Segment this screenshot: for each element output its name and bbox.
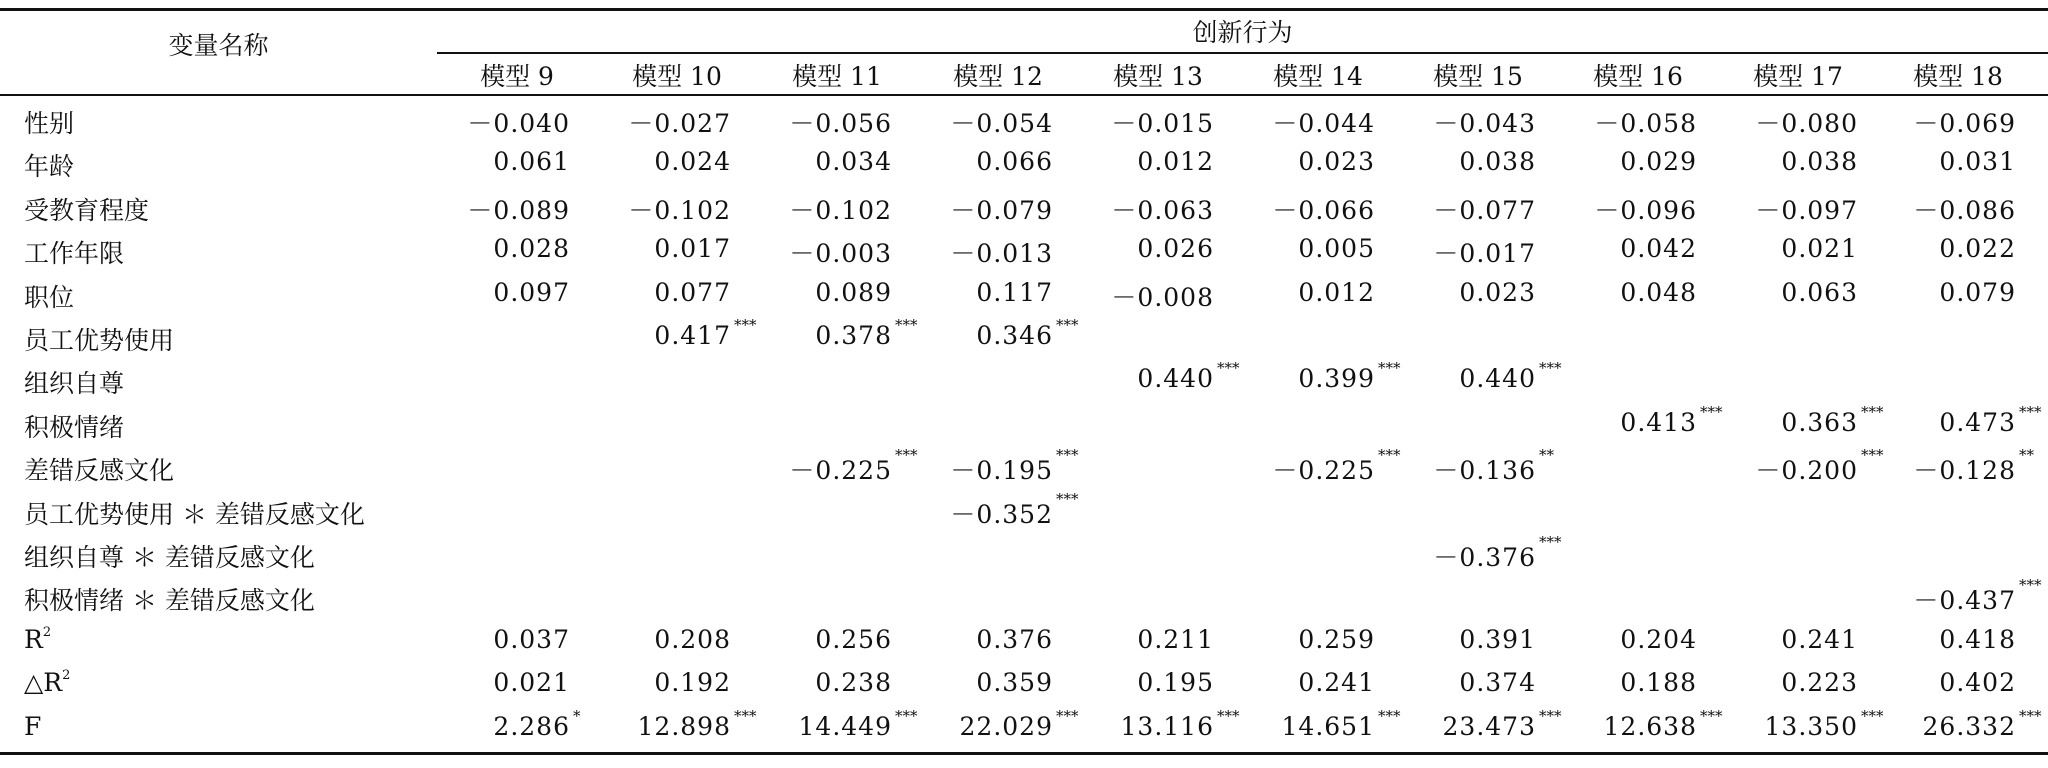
- cell-value: －0.352: [950, 499, 1053, 529]
- table-row: [0, 315, 2048, 358]
- cell-value: 0.089: [815, 277, 892, 307]
- cell-value: －0.225: [789, 456, 892, 486]
- cell-value: 0.034: [815, 147, 892, 177]
- table-row: [0, 185, 2048, 228]
- row-label: [24, 538, 315, 574]
- model-header: 模型 14: [1273, 62, 1363, 91]
- cell-value: 0.048: [1620, 277, 1697, 307]
- group-header-rule: [437, 52, 2048, 54]
- table-row: [0, 532, 2048, 575]
- cell-value: －0.225: [1272, 456, 1375, 486]
- row-label: [24, 364, 124, 400]
- model-header: 模型 16: [1593, 62, 1683, 91]
- cell-value: 12.898: [637, 711, 731, 741]
- table-cell: [1864, 706, 2042, 741]
- cell-value: －0.054: [950, 109, 1053, 138]
- significance-stars: ***: [1378, 446, 1401, 465]
- row-label: [24, 408, 124, 444]
- cell-value: －0.056: [789, 109, 892, 138]
- table-cell: [579, 104, 731, 140]
- cell-value: 0.066: [976, 147, 1053, 177]
- row-label: [24, 147, 74, 183]
- cell-value: －0.044: [1272, 109, 1375, 138]
- cell-value: －0.097: [1755, 195, 1858, 225]
- cell-value: 0.042: [1620, 234, 1697, 264]
- row-label-text: 积极情绪: [24, 412, 125, 442]
- cell-value: 0.473: [1939, 407, 2016, 437]
- cell-value: 0.021: [493, 668, 570, 698]
- table-cell: [1706, 625, 1858, 654]
- significance-stars: ***: [2019, 402, 2042, 421]
- table-cell: [579, 278, 731, 307]
- cell-value: 0.022: [1939, 234, 2016, 264]
- cell-value: 0.024: [654, 147, 731, 177]
- cell-value: －0.043: [1433, 109, 1536, 138]
- table-cell: [1706, 668, 1858, 697]
- cell-value: 0.097: [493, 277, 570, 307]
- row-label-text: 差错反感文化: [24, 456, 175, 486]
- table-cell: [1545, 191, 1697, 227]
- cell-value: 0.005: [1298, 234, 1375, 264]
- significance-stars: ***: [1056, 316, 1079, 334]
- table-cell: [1062, 234, 1214, 263]
- cell-value: 0.440: [1137, 364, 1214, 394]
- significance-stars: ***: [1539, 359, 1562, 378]
- cell-value: 0.208: [654, 624, 731, 654]
- cell-value: 0.359: [976, 668, 1053, 698]
- cell-value: 0.223: [1781, 668, 1858, 698]
- cell-value: 0.440: [1459, 364, 1536, 394]
- table-cell: [1706, 402, 1884, 437]
- cell-value: 13.116: [1120, 711, 1214, 741]
- variable-name-header: 变量名称: [168, 31, 269, 60]
- table-cell: [1706, 278, 1858, 307]
- cell-value: 0.402: [1939, 668, 2016, 698]
- significance-stars: ***: [1056, 706, 1079, 725]
- significance-stars: ***: [1378, 706, 1401, 725]
- cell-value: 14.449: [798, 711, 892, 741]
- table-cell: [1384, 278, 1536, 307]
- cell-value: 0.038: [1781, 147, 1858, 177]
- cell-value: －0.102: [628, 195, 731, 225]
- table-cell: [1706, 191, 1858, 227]
- cell-value: －0.003: [789, 239, 892, 269]
- table-cell: [740, 234, 892, 270]
- table-cell: [1864, 446, 2034, 487]
- row-label: [24, 451, 174, 487]
- row-label: [24, 712, 41, 741]
- cell-value: 13.350: [1764, 711, 1858, 741]
- significance-stars: **: [1539, 446, 1554, 465]
- table-cell: [740, 446, 918, 487]
- table-cell: [1223, 668, 1375, 697]
- model-header: 模型 17: [1753, 62, 1843, 91]
- table-cell: [901, 316, 1079, 350]
- table-cell: [901, 234, 1053, 270]
- cell-value: 0.061: [493, 147, 570, 177]
- cell-value: －0.128: [1913, 456, 2016, 486]
- table-cell: [1864, 278, 2016, 307]
- table-cell: [1706, 147, 1858, 176]
- cell-value: 0.241: [1298, 668, 1375, 698]
- table-cell: [1864, 668, 2016, 697]
- table-cell: [901, 625, 1053, 654]
- cell-value: 0.417: [654, 321, 731, 350]
- table-cell: [901, 489, 1079, 531]
- cell-value: 0.391: [1459, 624, 1536, 654]
- cell-value: 0.211: [1137, 624, 1214, 654]
- table-cell: [901, 446, 1079, 487]
- table-cell: [901, 706, 1079, 741]
- row-label: [24, 625, 51, 654]
- cell-value: －0.376: [1433, 543, 1536, 572]
- cell-value: 0.021: [1781, 234, 1858, 264]
- table-cell: [1864, 576, 2042, 617]
- cell-value: 0.188: [1620, 668, 1697, 698]
- table-cell: [418, 625, 570, 654]
- cell-value: 23.473: [1442, 711, 1536, 741]
- cell-value: 12.638: [1603, 711, 1697, 741]
- row-label-text: 员工优势使用: [24, 326, 175, 355]
- cell-value: －0.096: [1594, 195, 1697, 225]
- cell-value: 2.286: [493, 711, 570, 741]
- table-cell: [740, 316, 918, 350]
- cell-value: 0.259: [1298, 624, 1375, 654]
- table-cell: [901, 147, 1053, 176]
- significance-stars: ***: [895, 316, 918, 334]
- table-cell: [740, 625, 892, 654]
- table-cell: [1706, 706, 1884, 741]
- row-label: [24, 234, 124, 270]
- table-cell: [1384, 104, 1536, 140]
- table-cell: [1864, 147, 2016, 176]
- cell-value: 0.063: [1781, 277, 1858, 307]
- cell-value: －0.040: [467, 109, 570, 138]
- table-top-rule: [0, 8, 2048, 11]
- table-cell: [418, 278, 570, 307]
- cell-value: －0.015: [1111, 109, 1214, 138]
- cell-value: －0.080: [1755, 109, 1858, 138]
- table-cell: [1384, 668, 1536, 697]
- row-label-superscript: 2: [42, 624, 52, 640]
- significance-stars: ***: [1861, 706, 1884, 725]
- table-cell: [1223, 278, 1375, 307]
- table-cell: [418, 706, 581, 741]
- table-cell: [1384, 191, 1536, 227]
- row-label-superscript: 2: [62, 668, 71, 684]
- row-label: [24, 581, 315, 617]
- cell-value: 0.238: [815, 668, 892, 698]
- table-cell: [1223, 446, 1401, 487]
- significance-stars: ***: [2019, 576, 2042, 595]
- significance-stars: ***: [1700, 402, 1723, 421]
- significance-stars: ***: [1861, 446, 1884, 465]
- table-cell: [579, 147, 731, 176]
- table-cell: [1384, 446, 1554, 487]
- table-cell: [579, 706, 757, 741]
- table-cell: [1062, 147, 1214, 176]
- table-cell: [901, 668, 1053, 697]
- significance-stars: ***: [1539, 533, 1562, 551]
- cell-value: 0.413: [1620, 407, 1697, 437]
- cell-value: －0.063: [1111, 195, 1214, 225]
- table-row: [0, 445, 2048, 488]
- row-label-text: 工作年限: [24, 239, 125, 269]
- table-cell: [1062, 278, 1214, 314]
- model-header: 模型 12: [953, 62, 1043, 91]
- table-cell: [1062, 359, 1240, 394]
- significance-stars: ***: [1056, 489, 1079, 508]
- table-row: [0, 358, 2048, 401]
- table-cell: [1864, 104, 2016, 140]
- table-cell: [901, 191, 1053, 227]
- table-cell: [740, 278, 892, 307]
- table-cell: [579, 316, 757, 350]
- cell-value: －0.027: [628, 109, 731, 138]
- table-cell: [1545, 104, 1697, 140]
- table-cell: [1706, 446, 1884, 487]
- table-row: [0, 228, 2048, 271]
- row-label-text: △R: [24, 668, 63, 698]
- significance-stars: ***: [895, 446, 918, 465]
- cell-value: －0.008: [1111, 282, 1214, 312]
- header-bottom-rule: [0, 94, 2048, 96]
- row-label: [24, 191, 149, 227]
- cell-value: 0.017: [654, 234, 731, 264]
- table-cell: [1062, 104, 1214, 140]
- table-cell: [1545, 625, 1697, 654]
- table-cell: [1384, 234, 1536, 270]
- cell-value: 0.031: [1939, 147, 2016, 177]
- cell-value: 0.418: [1939, 624, 2016, 654]
- cell-value: 0.363: [1781, 407, 1858, 437]
- table-cell: [901, 278, 1053, 307]
- table-cell: [1545, 278, 1697, 307]
- cell-value: 14.651: [1281, 711, 1375, 741]
- cell-value: 22.029: [959, 711, 1053, 741]
- table-cell: [1864, 191, 2016, 227]
- row-label-text: 性别: [24, 109, 75, 138]
- table-cell: [740, 191, 892, 227]
- table-cell: [418, 104, 570, 140]
- table-cell: [1223, 191, 1375, 227]
- significance-stars: ***: [895, 706, 918, 725]
- significance-stars: ***: [1861, 402, 1884, 421]
- significance-stars: ***: [1217, 359, 1240, 378]
- table-cell: [418, 668, 570, 697]
- table-cell: [1545, 706, 1723, 741]
- table-cell: [901, 104, 1053, 140]
- table-cell: [740, 147, 892, 176]
- cell-value: 0.399: [1298, 364, 1375, 394]
- significance-stars: ***: [2019, 706, 2042, 725]
- table-cell: [1223, 359, 1401, 394]
- table-cell: [740, 706, 918, 741]
- table-cell: [1062, 706, 1240, 741]
- cell-value: 0.028: [493, 234, 570, 264]
- table-cell: [1864, 625, 2016, 654]
- row-label: [24, 668, 70, 697]
- model-header: 模型 15: [1433, 62, 1523, 91]
- significance-stars: ***: [734, 316, 757, 334]
- table-cell: [1223, 625, 1375, 654]
- table-row: [0, 619, 2048, 662]
- cell-value: 0.195: [1137, 668, 1214, 698]
- cell-value: 0.026: [1137, 234, 1214, 264]
- table-cell: [1706, 104, 1858, 140]
- model-header: 模型 10: [632, 62, 722, 91]
- row-label-text: 受教育程度: [24, 195, 150, 225]
- row-label-text: 组织自尊: [24, 369, 125, 399]
- model-header: 模型 18: [1913, 62, 2003, 91]
- table-cell: [1545, 668, 1697, 697]
- table-cell: [1223, 147, 1375, 176]
- cell-value: 0.376: [976, 624, 1053, 654]
- table-cell: [579, 234, 731, 263]
- significance-stars: *: [573, 706, 581, 725]
- cell-value: 0.037: [493, 624, 570, 654]
- cell-value: －0.086: [1913, 195, 2016, 225]
- cell-value: 0.204: [1620, 624, 1697, 654]
- table-cell: [740, 668, 892, 697]
- table-cell: [418, 234, 570, 263]
- table-cell: [1223, 234, 1375, 263]
- row-label: [24, 321, 174, 357]
- row-label-text: 年龄: [24, 152, 75, 182]
- table-cell: [1545, 147, 1697, 176]
- significance-stars: ***: [1217, 706, 1240, 725]
- cell-value: 0.029: [1620, 147, 1697, 177]
- table-cell: [1062, 625, 1214, 654]
- cell-value: 0.192: [654, 668, 731, 698]
- significance-stars: ***: [1378, 359, 1401, 378]
- cell-value: －0.069: [1913, 109, 2016, 138]
- significance-stars: ***: [1539, 706, 1562, 725]
- cell-value: 0.012: [1298, 277, 1375, 307]
- cell-value: 0.346: [976, 321, 1053, 350]
- significance-stars: ***: [1056, 446, 1079, 465]
- cell-value: 0.374: [1459, 668, 1536, 698]
- cell-value: 0.023: [1459, 277, 1536, 307]
- table-cell: [1706, 234, 1858, 263]
- row-label-text: 组织自尊 ＊ 差错反感文化: [24, 543, 315, 572]
- table-cell: [579, 668, 731, 697]
- table-row: [0, 141, 2048, 184]
- cell-value: －0.079: [950, 195, 1053, 225]
- table-bottom-rule: [0, 752, 2048, 755]
- row-label: [24, 278, 74, 314]
- table-cell: [1223, 104, 1375, 140]
- table-cell: [1223, 706, 1401, 741]
- cell-value: 0.117: [976, 277, 1053, 307]
- cell-value: 26.332: [1922, 711, 2016, 741]
- row-label: [24, 495, 365, 531]
- table-cell: [418, 191, 570, 227]
- table-row: [0, 489, 2048, 532]
- cell-value: －0.437: [1913, 586, 2016, 616]
- table-cell: [579, 191, 731, 227]
- table-cell: [1384, 533, 1562, 574]
- table-row: [0, 272, 2048, 315]
- table-cell: [1384, 359, 1562, 394]
- table-row: [0, 575, 2048, 618]
- significance-stars: ***: [734, 706, 757, 725]
- cell-value: 0.012: [1137, 147, 1214, 177]
- table-cell: [1062, 191, 1214, 227]
- table-row: [0, 662, 2048, 705]
- cell-value: 0.077: [654, 277, 731, 307]
- cell-value: 0.256: [815, 624, 892, 654]
- cell-value: 0.241: [1781, 624, 1858, 654]
- table-cell: [740, 104, 892, 140]
- cell-value: －0.058: [1594, 109, 1697, 138]
- table-cell: [1545, 402, 1723, 437]
- cell-value: 0.079: [1939, 277, 2016, 307]
- table-cell: [1864, 234, 2016, 263]
- row-label-text: 员工优势使用 ＊ 差错反感文化: [24, 499, 365, 529]
- cell-value: －0.200: [1755, 456, 1858, 486]
- cell-value: －0.195: [950, 456, 1053, 486]
- table-cell: [1384, 706, 1562, 741]
- cell-value: 0.378: [815, 321, 892, 350]
- table-cell: [1062, 668, 1214, 697]
- table-cell: [418, 147, 570, 176]
- cell-value: －0.017: [1433, 239, 1536, 269]
- significance-stars: **: [2019, 446, 2034, 465]
- cell-value: －0.136: [1433, 456, 1536, 486]
- significance-stars: ***: [1700, 706, 1723, 725]
- cell-value: －0.077: [1433, 195, 1536, 225]
- innovation-behavior-header: 创新行为: [1192, 18, 1293, 47]
- row-label-text: F: [24, 711, 42, 741]
- table-cell: [1864, 402, 2042, 437]
- model-header: 模型 13: [1113, 62, 1203, 91]
- row-label-text: R: [24, 624, 43, 654]
- table-cell: [1545, 234, 1697, 263]
- cell-value: 0.038: [1459, 147, 1536, 177]
- table-row: [0, 402, 2048, 445]
- table-cell: [1384, 147, 1536, 176]
- row-label-text: 职位: [24, 282, 75, 312]
- cell-value: －0.013: [950, 239, 1053, 269]
- table-cell: [579, 625, 731, 654]
- model-header: 模型 9: [480, 62, 554, 91]
- model-header: 模型 11: [792, 62, 882, 91]
- table-cell: [1384, 625, 1536, 654]
- row-label-text: 积极情绪 ＊ 差错反感文化: [24, 586, 315, 616]
- cell-value: 0.023: [1298, 147, 1375, 177]
- table-row: [0, 706, 2048, 749]
- cell-value: －0.066: [1272, 195, 1375, 225]
- table-row: [0, 98, 2048, 141]
- row-label: [24, 104, 74, 140]
- cell-value: －0.102: [789, 195, 892, 225]
- cell-value: －0.089: [467, 195, 570, 225]
